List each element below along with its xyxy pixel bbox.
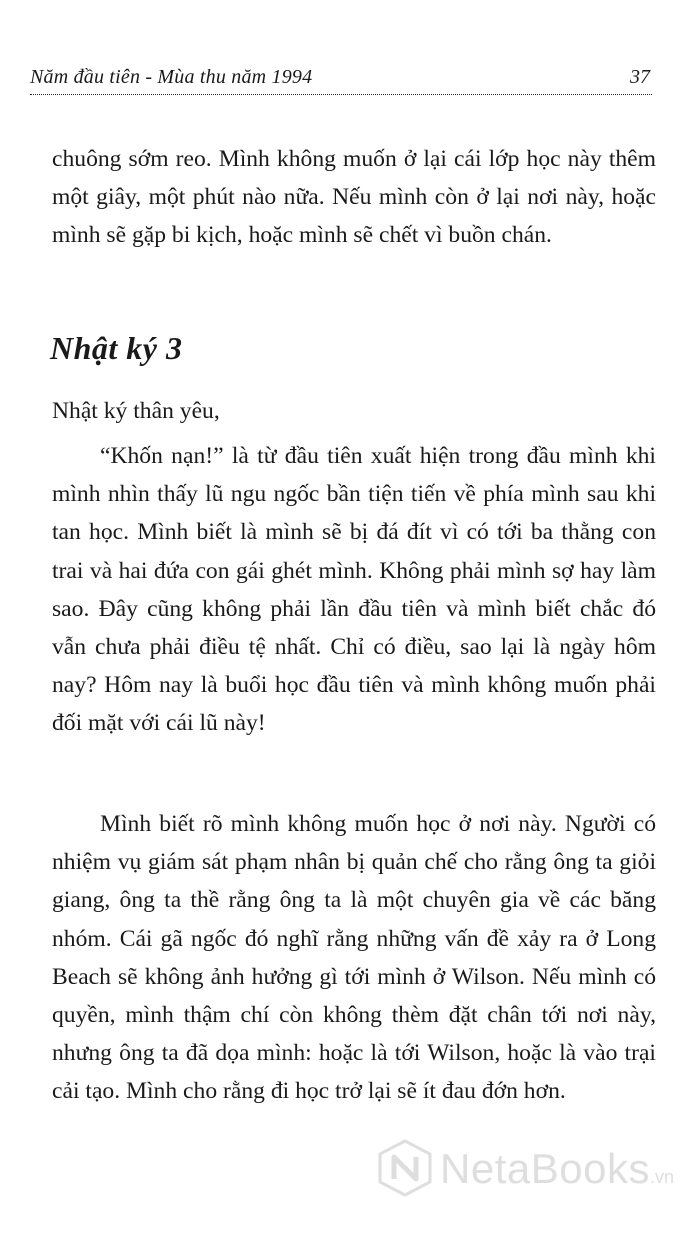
running-header xyxy=(30,66,652,95)
watermark-domain: .vn xyxy=(649,1167,674,1187)
paragraph-diary-2 xyxy=(52,805,656,1111)
paragraph-text: Mình biết rõ mình không muốn học ở nơi này. Người có nhiệm vụ giám sát phạm nhân bị quản chế cho rằng ông ta giỏi giang, ông ta thề rằng ông ta là một chuyên gia về các băng nhóm. Cái gã ngốc đó nghĩ rằng những vấn đề xảy ra ở Long Beach sẽ không ảnh hưởng gì tới mình ở Wilson. Nếu mình có quyền, mình thậm chí còn không thèm đặt chân tới nơi này, nhưng ông ta đã dọa mình: hoặc là tới Wilson, hoặc là vào trại cải tạo. Mình cho rằng đi học trở lại sẽ ít đau đớn hơn. xyxy=(52,811,656,1105)
page-number: 37 xyxy=(630,66,650,88)
paragraph-text: chuông sớm reo. Mình không muốn ở lại cái lớp học này thêm một giây, một phút nào nữa. Nếu mình còn ở lại nơi này, hoặc mình sẽ gặp bi kịch, hoặc mình sẽ chết vì buồn chán. xyxy=(52,146,656,249)
watermark xyxy=(376,1133,686,1213)
paragraph-text: “Khốn nạn!” là từ đầu tiên xuất hiện trong đầu mình khi mình nhìn thấy lũ ngu ngốc bần tiện tiến về phía mình sau khi tan học. Mình biết là mình sẽ bị đá đít vì có tới ba thằng con trai và hai đứa con gái ghét mình. Không phải mình sợ hay làm sao. Đây cũng không phải lần đầu tiên và mình biết chắc đó vẫn chưa phải điều tệ nhất. Chỉ có điều, sao lại là ngày hôm nay? Hôm nay là buổi học đầu tiên và mình không muốn phải đối mặt với cái lũ này! xyxy=(52,443,656,737)
watermark-brand-name: NetaBooks xyxy=(440,1145,650,1192)
section-title: Nhật ký 3 xyxy=(50,330,183,366)
paragraph-diary-1 xyxy=(52,437,656,743)
running-header-title: Năm đầu tiên - Mùa thu năm 1994 xyxy=(30,66,313,88)
diary-salutation: Nhật ký thân yêu, xyxy=(52,398,220,424)
watermark-brand xyxy=(440,1145,674,1193)
paragraph-continued xyxy=(52,140,656,255)
netabooks-logo-icon xyxy=(376,1139,434,1197)
